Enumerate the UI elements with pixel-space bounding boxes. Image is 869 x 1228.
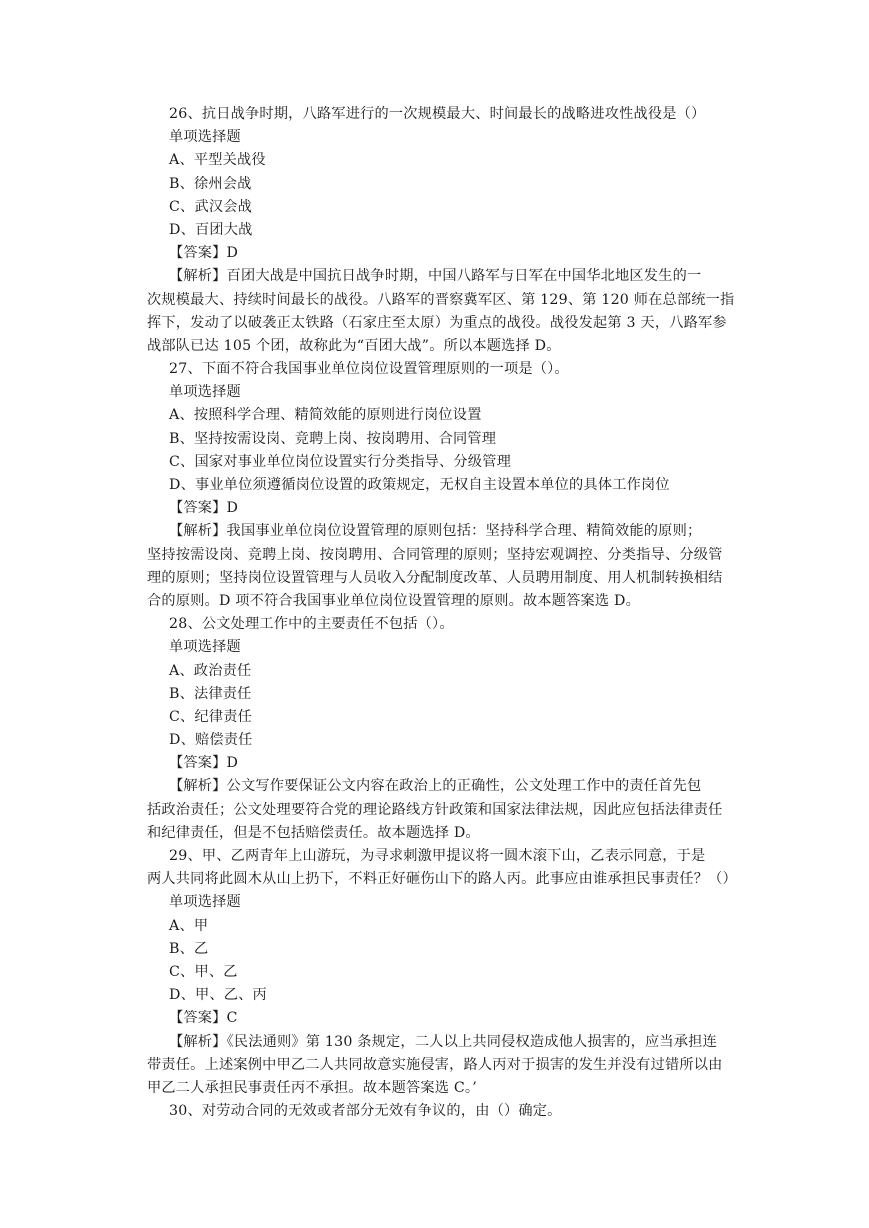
analysis-line: 【解析】公文写作要保证公文内容在政治上的正确性，公文处理工作中的责任首先包 bbox=[169, 778, 702, 795]
question-type: 单项选择题 bbox=[169, 639, 241, 656]
question-29 bbox=[147, 845, 739, 1100]
analysis-line: 理的原则；坚持岗位设置管理与人员收入分配制度改革、人员聘用制度、用人机制转换相结 bbox=[147, 569, 723, 586]
option-a: A、甲 bbox=[169, 917, 209, 934]
question-type: 单项选择题 bbox=[169, 384, 241, 401]
answer: 【答案】D bbox=[169, 755, 239, 772]
analysis-line: 战部队已达 105 个团，故称此为“百团大战”。所以本题选择 D。 bbox=[147, 337, 561, 354]
option-d: D、百团大战 bbox=[169, 221, 253, 238]
analysis-line: 和纪律责任，但是不包括赔偿责任。故本题选择 D。 bbox=[147, 824, 480, 841]
document-page bbox=[147, 103, 739, 1123]
analysis bbox=[147, 1031, 739, 1101]
analysis-line: 坚持按需设岗、竞聘上岗、按岗聘用、合同管理的原则；坚持宏观调控、分类指导、分级管 bbox=[147, 546, 723, 563]
analysis-line: 甲乙二人承担民事责任丙不承担。故本题答案选 C。’ bbox=[147, 1079, 477, 1096]
question-26 bbox=[147, 103, 739, 358]
analysis-line: 合的原则。D 项不符合我国事业单位岗位设置管理的原则。故本题答案选 D。 bbox=[147, 592, 640, 609]
analysis-line: 挥下，发动了以破袭正太铁路（石家庄至太原）为重点的战役。战役发起第 3 天，八路军参 bbox=[147, 314, 727, 331]
answer: 【答案】D bbox=[169, 500, 239, 517]
question-27 bbox=[147, 358, 739, 613]
option-b: B、法律责任 bbox=[169, 685, 252, 702]
option-a: A、按照科学合理、精简效能的原则进行岗位设置 bbox=[169, 407, 482, 424]
analysis-line: 括政治责任；公文处理要符合党的理论路线方针政策和国家法律法规，因此应包括法律责任 bbox=[147, 801, 723, 818]
question-type: 单项选择题 bbox=[169, 894, 241, 911]
question-stem-line: 两人共同将此圆木从山上扔下，不料正好砸伤山下的路人丙。此事应由谁承担民事责任？（） bbox=[147, 871, 737, 888]
question-stem: 28、公文处理工作中的主要责任不包括（）。 bbox=[169, 616, 454, 633]
analysis bbox=[147, 265, 739, 358]
option-a: A、平型关战役 bbox=[169, 152, 266, 169]
option-d: D、甲、乙、丙 bbox=[169, 987, 267, 1004]
question-stem: 26、抗日战争时期，八路军进行的一次规模最大、时间最长的战略进攻性战役是（） bbox=[169, 106, 706, 122]
option-a: A、政治责任 bbox=[169, 662, 252, 679]
question-28 bbox=[147, 613, 739, 845]
option-b: B、乙 bbox=[169, 940, 209, 957]
option-c: C、国家对事业单位岗位设置实行分类指导、分级管理 bbox=[169, 453, 511, 470]
analysis-line: 【解析】我国事业单位岗位设置管理的原则包括：坚持科学合理、精简效能的原则； bbox=[169, 523, 702, 540]
question-stem: 30、对劳动合同的无效或者部分无效有争议的，由（）确定。 bbox=[169, 1103, 562, 1120]
option-d: D、赔偿责任 bbox=[169, 732, 253, 749]
answer: 【答案】C bbox=[169, 1010, 238, 1027]
option-b: B、徐州会战 bbox=[169, 175, 252, 192]
analysis-line: 带责任。上述案例中甲乙二人共同故意实施侵害，路人丙对于损害的发生并没有过错所以由 bbox=[147, 1056, 723, 1073]
analysis-line: 次规模最大、持续时间最长的战役。八路军的晋察冀军区、第 129、第 120 师在总部统一指 bbox=[147, 291, 735, 308]
question-stem-line: 29、甲、乙两青年上山游玩，为寻求刺激甲提议将一圆木滚下山，乙表示同意，于是 bbox=[169, 848, 706, 864]
answer: 【答案】D bbox=[169, 245, 239, 262]
question-stem: 27、下面不符合我国事业单位岗位设置管理原则的一项是（）。 bbox=[169, 361, 569, 378]
option-c: C、武汉会战 bbox=[169, 198, 252, 215]
option-c: C、甲、乙 bbox=[169, 963, 238, 980]
option-b: B、坚持按需设岗、竞聘上岗、按岗聘用、合同管理 bbox=[169, 430, 497, 447]
option-d: D、事业单位须遵循岗位设置的政策规定，无权自主设置本单位的具体工作岗位 bbox=[169, 477, 670, 493]
analysis bbox=[147, 775, 739, 845]
analysis-line: 【解析】百团大战是中国抗日战争时期，中国八路军与日军在中国华北地区发生的一 bbox=[169, 268, 702, 285]
question-30 bbox=[147, 1100, 739, 1123]
question-stem bbox=[147, 845, 739, 891]
option-c: C、纪律责任 bbox=[169, 708, 252, 725]
analysis-line: 【解析】《民法通则》第 130 条规定，二人以上共同侵权造成他人损害的，应当承担连 bbox=[169, 1033, 717, 1050]
question-type: 单项选择题 bbox=[169, 129, 241, 146]
analysis bbox=[147, 520, 739, 613]
